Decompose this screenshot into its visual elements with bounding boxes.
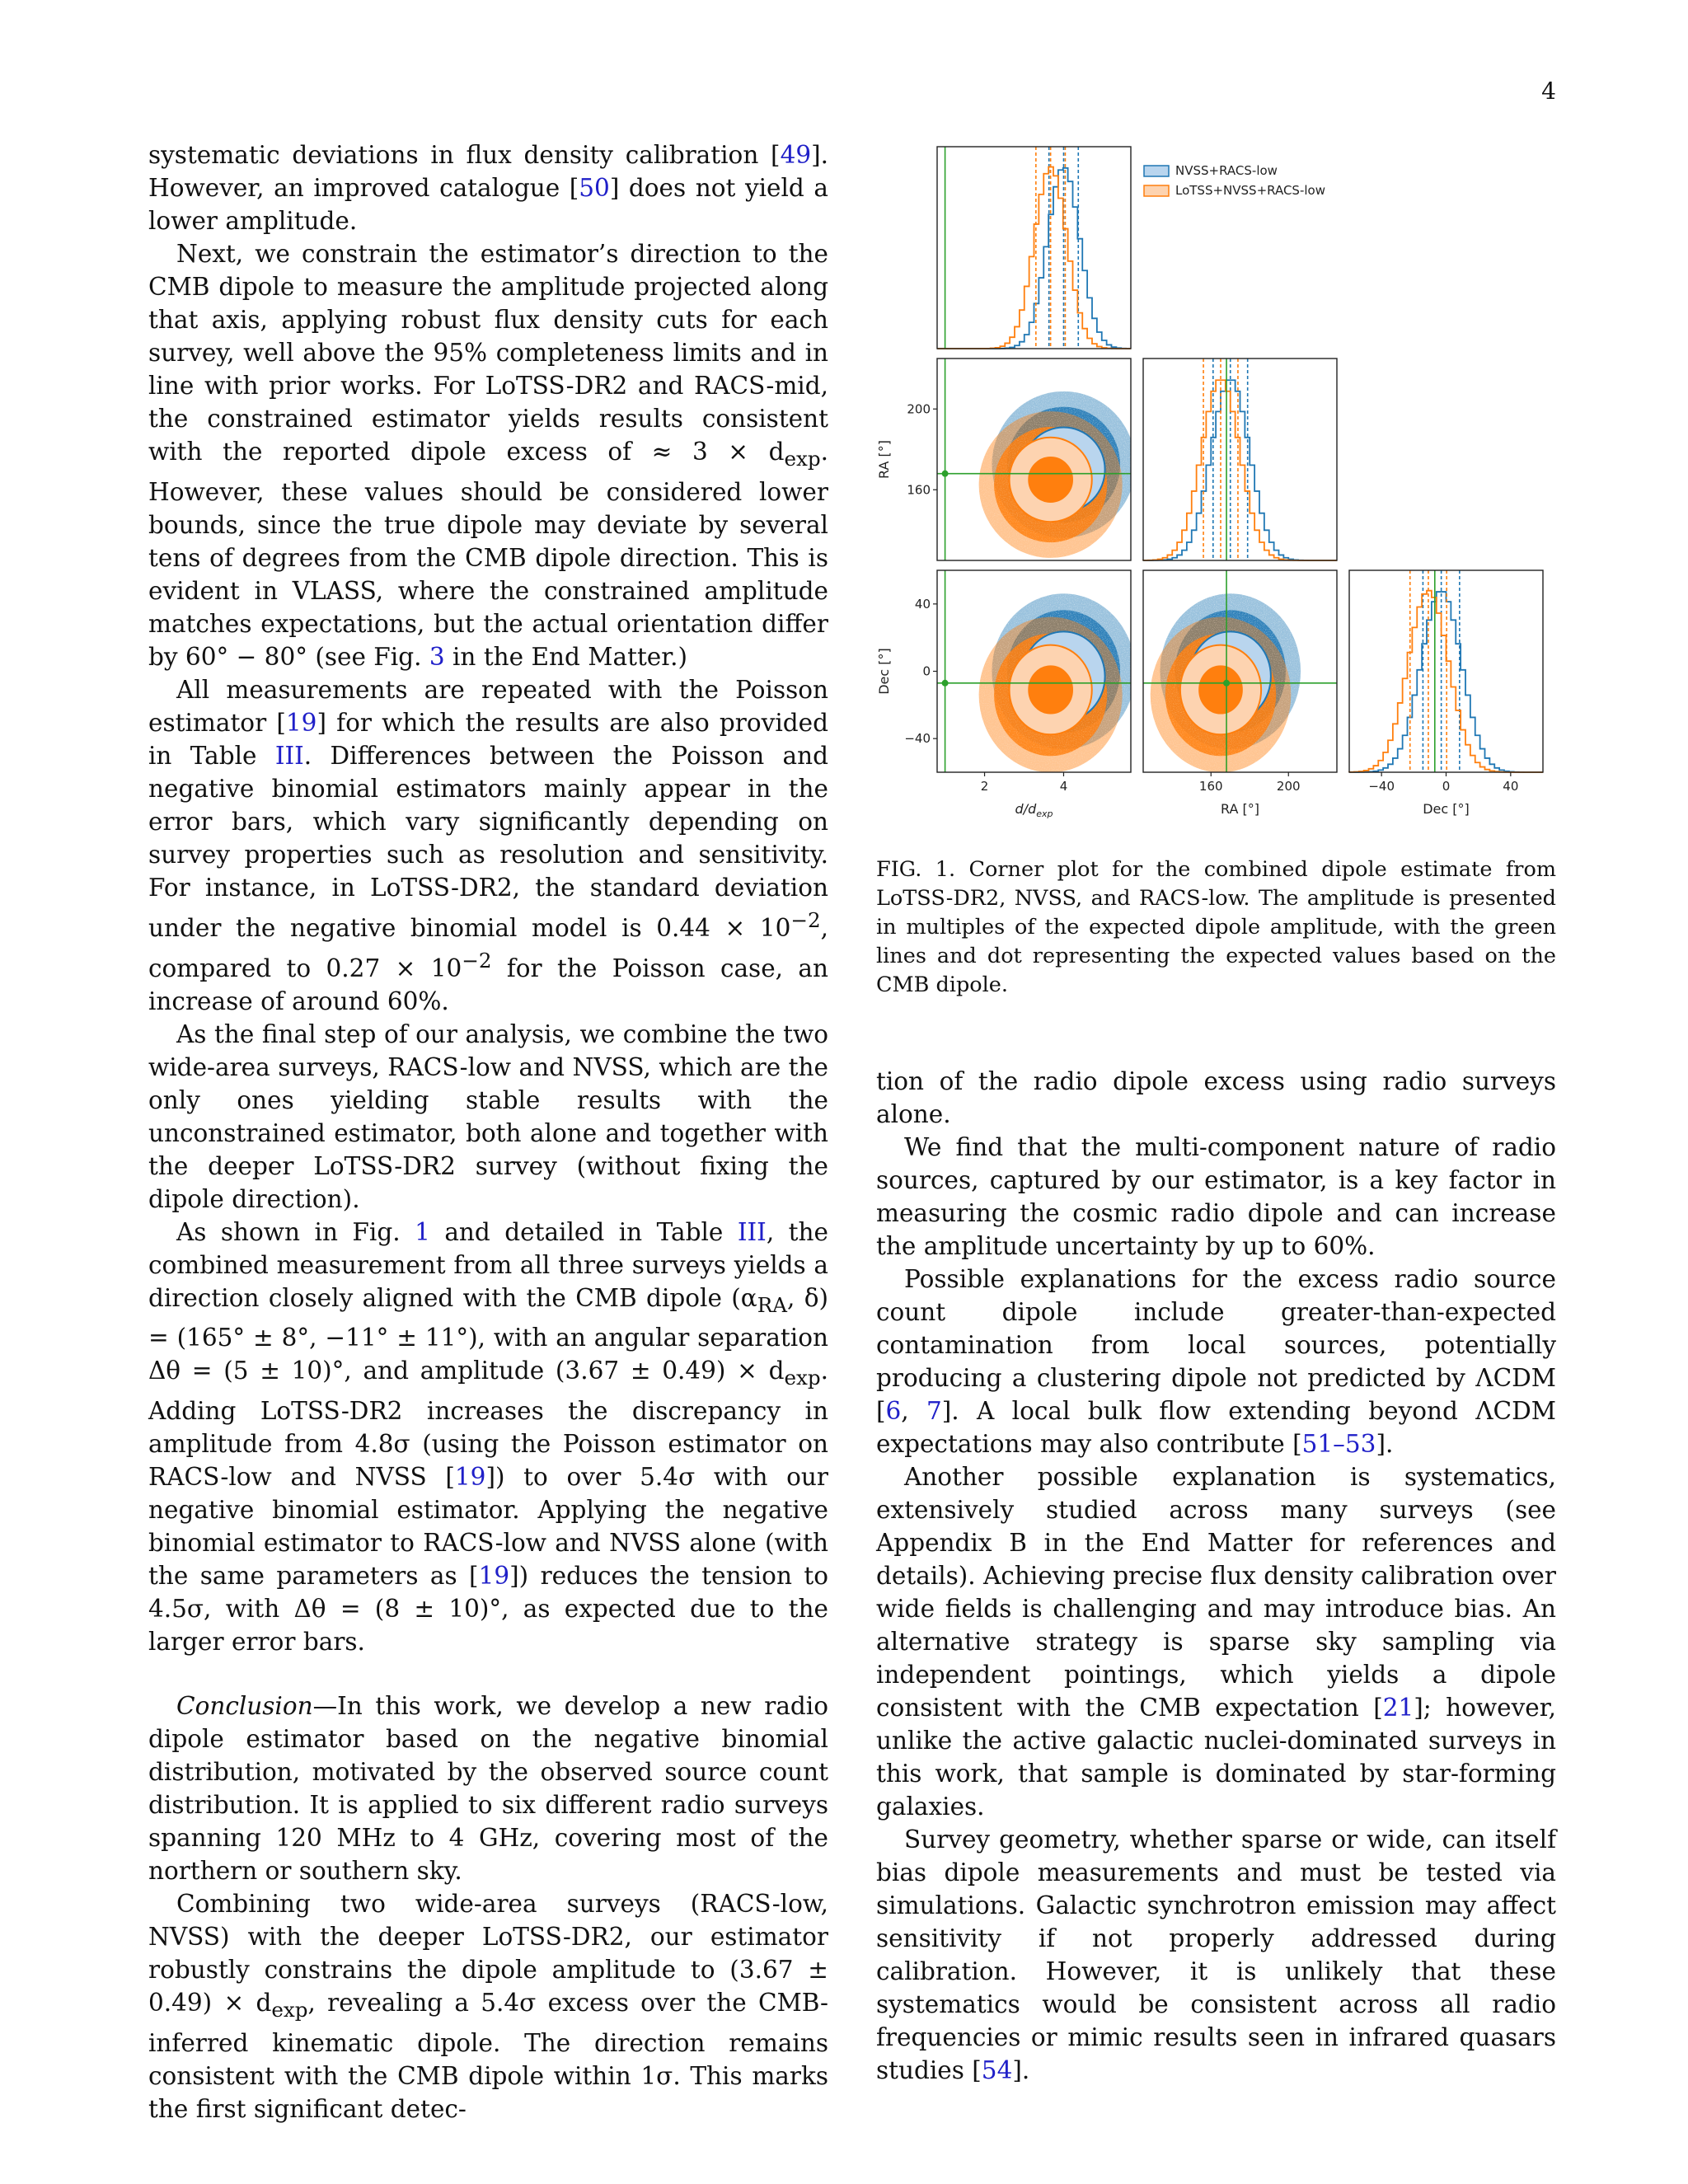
y-tick-label: 0 [922, 663, 931, 679]
citation-link[interactable]: 19 [478, 1562, 510, 1591]
citation-link[interactable]: 19 [454, 1463, 486, 1492]
contour-1sigma [1029, 666, 1072, 713]
panel-2d-1-0 [937, 359, 1136, 560]
citation-link[interactable]: 7 [926, 1397, 942, 1425]
paragraph: Another possible explanation is systematics, extensively studied across many surveys (see Appendix B in the End Matter for references and details). Achieving precise flux density calibration over wide fields is challenging and may introduce bias. An alternative strategy is sparse sky sampling via independent pointings, which yields a dipole consistent with the CMB expectation [21]; however, unlike the active galactic nuclei-dominated surveys in this work, that sample is dominated by star-forming galaxies. [876, 1463, 1556, 1821]
histogram-blue [937, 168, 1131, 349]
legend-label: NVSS+RACS-low [1175, 163, 1278, 178]
paragraph: systematic deviations in flux density calibration [49]. However, an improved catalogue [50] does not yield a lower amplitude. [148, 141, 828, 235]
citation-link[interactable]: 19 [285, 708, 317, 737]
legend-swatch [1144, 185, 1169, 196]
y-tick-label: 200 [907, 401, 931, 417]
panel-2d-2-0 [937, 570, 1136, 772]
legend-swatch [1144, 166, 1169, 176]
y-tick-label: 40 [914, 596, 931, 612]
figure-caption: FIG. 1. Corner plot for the combined dipole estimate from LoTSS-DR2, NVSS, and RACS-low. The amplitude is presented in multiples of the expected dipole amplitude, with the green lines and dot representing the expected values based on the CMB dipole. [876, 857, 1556, 997]
y-tick-label: −40 [904, 731, 931, 747]
paragraph: tion of the radio dipole excess using radio surveys alone. [876, 1067, 1556, 1128]
expected-dot [942, 471, 949, 477]
x-tick-label: 4 [1059, 779, 1068, 794]
expected-dot [1223, 680, 1230, 687]
citation-link[interactable]: 49 [780, 141, 812, 169]
table-link[interactable]: III [737, 1217, 767, 1246]
y-axis-label-dec: Dec [°] [876, 648, 892, 695]
paragraph: Survey geometry, whether sparse or wide, can itself bias dipole measurements and must be tested via simulations. Galactic synchrotron emission may affect sensitivity if not properly addressed during calibration. However, it is unlikely that these systematics would be consistent across all radio frequencies or mimic results seen in infrared quasars studies [54]. [876, 1825, 1556, 2084]
table-link[interactable]: III [274, 741, 304, 770]
paragraph: Combining two wide-area surveys (RACS-low, NVSS) with the deeper LoTSS-DR2, our estimator robustly constrains the dipole amplitude to $(3.67 \pm 0.49) \times d_{exp}$, revealing a 5.4σ excess over the CMB-inferred kinematic dipole. The direction remains consistent with the CMB dipole within 1σ. This marks the first significant detec- [148, 1890, 828, 2124]
expected-dot [942, 680, 949, 687]
histogram-panel-1 [1143, 359, 1337, 560]
contour-1sigma [1199, 666, 1242, 713]
legend-label: LoTSS+NVSS+RACS-low [1175, 183, 1325, 198]
paragraph: We find that the multi-component nature of radio sources, captured by our estimator, is a key factor in measuring the cosmic radio dipole and can increase the amplitude uncertainty by up to 60%. [876, 1133, 1556, 1260]
histogram-panel-2 [1349, 570, 1543, 772]
page-number: 4 [1541, 77, 1556, 105]
citation-link[interactable]: 51–53 [1301, 1430, 1376, 1458]
right-column [876, 1065, 1556, 2087]
x-tick-label: 40 [1503, 779, 1519, 794]
x-axis-label-ra: RA [°] [1221, 801, 1259, 817]
x-tick-label: 0 [1442, 779, 1451, 794]
x-tick-label: 160 [1198, 779, 1223, 794]
paragraph: Next, we constrain the estimator’s direction to the CMB dipole to measure the amplitude projected along that axis, applying robust flux density cuts for each survey, well above the 95% completeness limits and in line with prior works. For LoTSS-DR2 and RACS-mid, the constrained estimator yields results consistent with the reported dipole excess of ≈ $3 \times d_{exp}$. However, these values should be considered lower bounds, since the true dipole may deviate by several tens of degrees from the CMB dipole direction. This is evident in VLASS, where the constrained amplitude matches expectations, but the actual orientation differ by 60° − 80° (see Fig. 3 in the End Matter.) [148, 240, 828, 671]
section-heading: Conclusion [176, 1692, 313, 1721]
panel-2d-2-1 [1143, 570, 1337, 772]
citation-link[interactable]: 6 [885, 1397, 902, 1425]
citation-link[interactable]: 54 [981, 2056, 1013, 2084]
x-axis-label-dec: Dec [°] [1423, 801, 1470, 817]
citation-link[interactable]: 21 [1382, 1694, 1414, 1722]
corner-plot [874, 140, 1558, 841]
y-tick-label: 160 [907, 482, 931, 498]
paragraph: Possible explanations for the excess radio source count dipole include greater-than-expected contamination from local sources, potentially producing a clustering dipole not predicted by ΛCDM [6, 7]. A local bulk flow extending beyond ΛCDM expectations may also contribute [51–53]. [876, 1265, 1556, 1458]
paragraph: As the final step of our analysis, we combine the two wide-area surveys, RACS-low and NVSS, which are the only ones yielding stable results with the unconstrained estimator, both alone and together with the deeper LoTSS-DR2 survey (without fixing the dipole direction). [148, 1019, 828, 1213]
figure-link[interactable]: 1 [415, 1217, 430, 1246]
y-axis-label-ra: RA [°] [876, 440, 892, 479]
left-column [148, 138, 828, 2125]
corner-plot-figure [874, 140, 1558, 841]
paragraph: Conclusion—In this work, we develop a new radio dipole estimator based on the negative binomial distribution, motivated by the observed source count distribution. It is applied to six different radio surveys spanning 120 MHz to 4 GHz, covering most of the northern or southern sky. [148, 1692, 828, 1886]
histogram-blue [1143, 380, 1337, 560]
paragraph: All measurements are repeated with the Poisson estimator [19] for which the results are also provided in Table III. Differences between the Poisson and negative binomial estimators mainly appear in the error bars, which vary significantly depending on survey properties such as resolution and sensitivity. For instance, in LoTSS-DR2, the standard deviation under the negative binomial model is $0.44 \times 10^{-2}$, compared to $0.27 \times 10^{-2}$ for the Poisson case, an increase of around 60%. [148, 675, 828, 1015]
x-axis-label-amplitude: $d/d_{exp}$ [1015, 801, 1053, 819]
histogram-panel-0 [937, 147, 1131, 349]
paragraph: As shown in Fig. 1 and detailed in Table III, the combined measurement from all three surveys yields a direction closely aligned with the CMB dipole ($\alpha_{RA}$, δ) = (165° ± 8°, −11° ± 11°), with an angular separation Δθ = (5 ± 10)°, and amplitude $(3.67 \pm 0.49) \times d_{exp}$. Adding LoTSS-DR2 increases the discrepancy in amplitude from 4.8σ (using the Poisson estimator on RACS-low and NVSS [19]) to over 5.4σ with our negative binomial estimator. Applying the negative binomial estimator to RACS-low and NVSS alone (with the same parameters as [19]) reduces the tension to 4.5σ, with Δθ = (8 ± 10)°, as expected due to the larger error bars. [148, 1217, 828, 1657]
figure-link[interactable]: 3 [429, 642, 445, 671]
contour-1sigma [1029, 457, 1072, 502]
x-tick-label: 200 [1276, 779, 1301, 794]
citation-link[interactable]: 50 [579, 174, 610, 202]
x-tick-label: 2 [980, 779, 989, 794]
x-tick-label: −40 [1368, 779, 1395, 794]
